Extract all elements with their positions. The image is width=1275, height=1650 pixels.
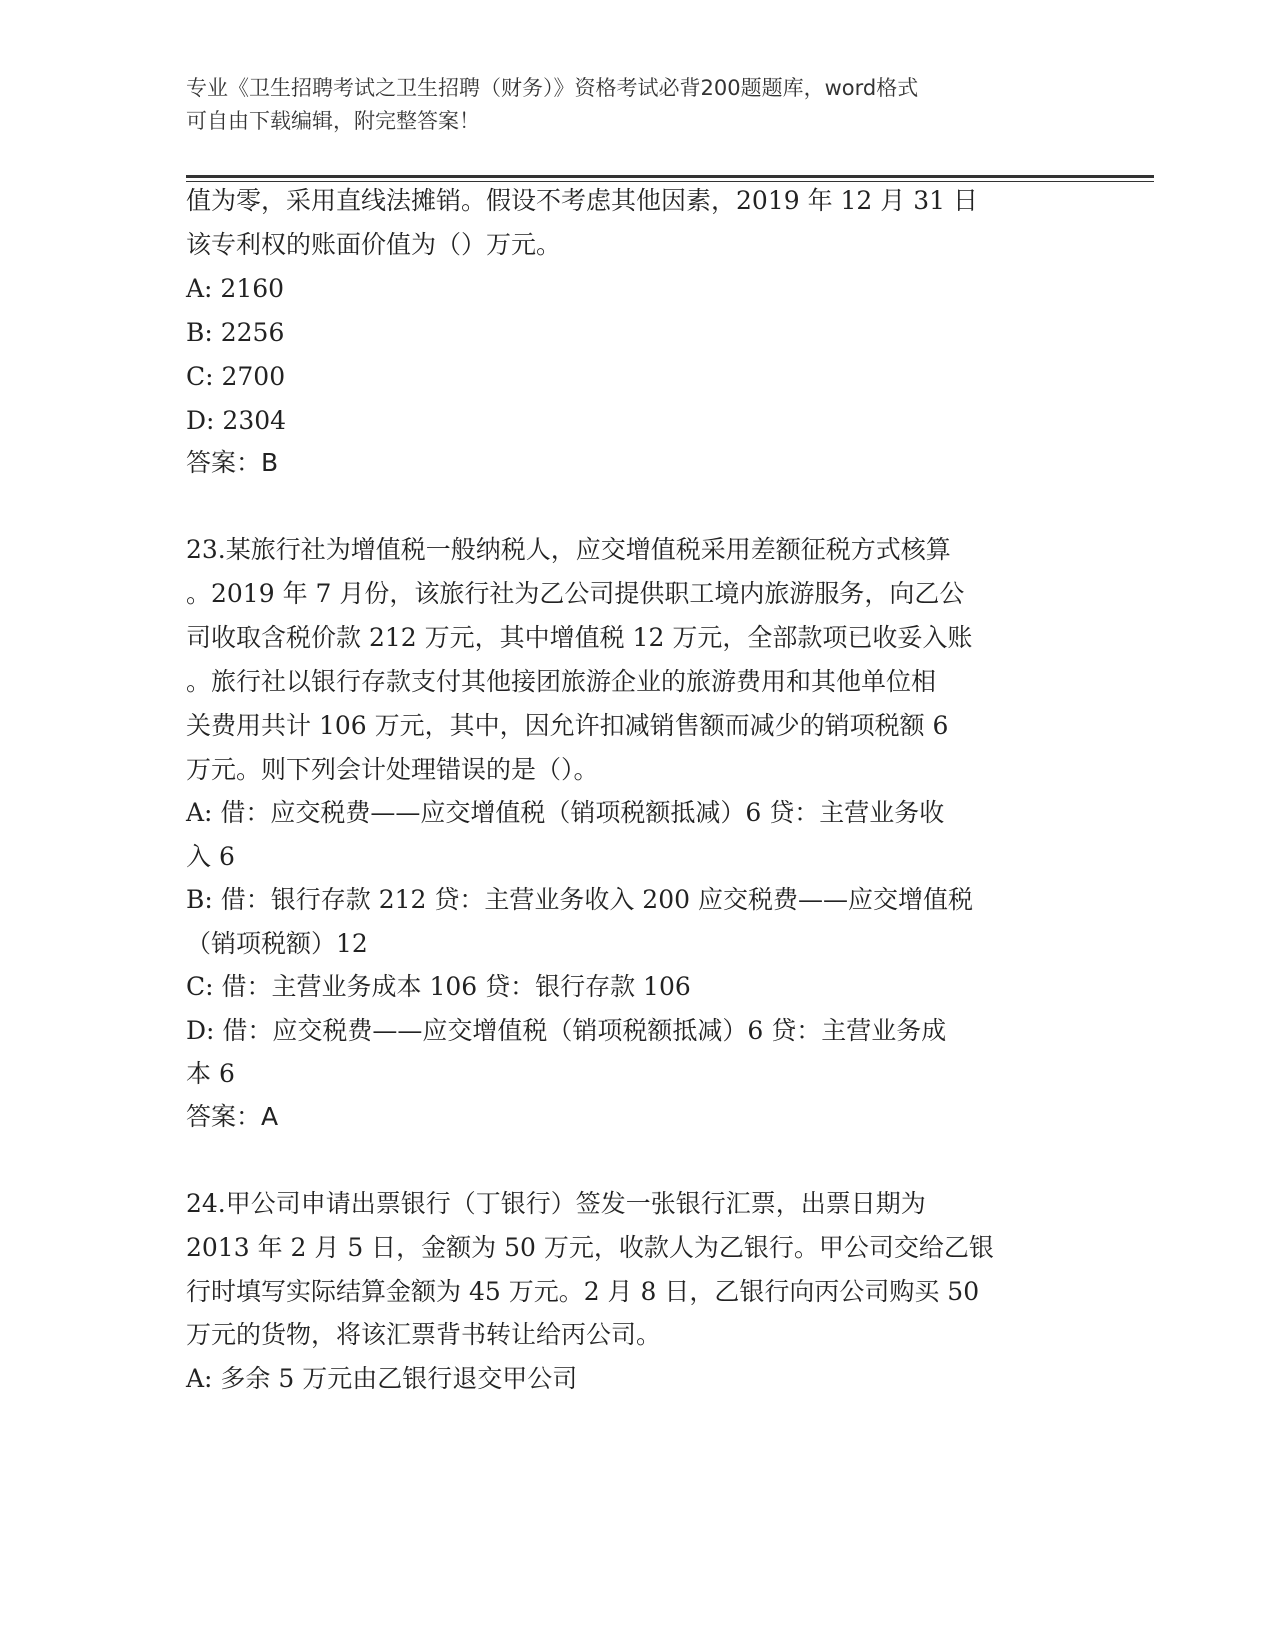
option-d: D: 2304: [186, 406, 287, 435]
option-d: D: 借：应交税费——应交增值税（销项税额抵减）6 贷：主营业务成: [186, 1016, 947, 1045]
question-stem-line: 24.甲公司申请出票银行（丁银行）签发一张银行汇票，出票日期为: [186, 1189, 926, 1218]
question-stem-line: 2013 年 2 月 5 日，金额为 50 万元，收款人为乙银行。甲公司交给乙银: [186, 1233, 994, 1262]
option-a-continued: 入 6: [186, 842, 235, 871]
option-a: A: 多余 5 万元由乙银行退交甲公司: [186, 1364, 578, 1393]
answer-label: 答案：A: [186, 1102, 279, 1131]
question-stem-line: 。旅行社以银行存款支付其他接团旅游企业的旅游费用和其他单位相: [186, 667, 937, 696]
option-c: C: 借：主营业务成本 106 贷：银行存款 106: [186, 972, 691, 1001]
header-title-line2: 可自由下载编辑，附完整答案！: [186, 109, 480, 133]
header-title-line1: 专业《卫生招聘考试之卫生招聘（财务）》资格考试必背200题题库，word格式: [186, 76, 919, 100]
question-stem-line: 行时填写实际结算金额为 45 万元。2 月 8 日，乙银行向丙公司购买 50: [186, 1277, 980, 1306]
option-a: A: 2160: [186, 274, 285, 303]
option-d-continued: 本 6: [186, 1059, 235, 1088]
option-c: C: 2700: [186, 362, 286, 391]
option-b: B: 2256: [186, 318, 285, 347]
document-header: [186, 72, 1086, 138]
question-stem-line: 万元的货物，将该汇票背书转让给丙公司。: [186, 1320, 662, 1349]
header-rule-thick: [186, 175, 1154, 178]
option-a: A: 借：应交税费——应交增值税（销项税额抵减）6 贷：主营业务收: [186, 798, 945, 827]
answer-label: 答案：B: [186, 448, 279, 477]
question-stem-line: 万元。则下列会计处理错误的是（）。: [186, 755, 599, 784]
question-stem-line: 司收取含税价款 212 万元，其中增值税 12 万元，全部款项已收妥入账: [186, 623, 973, 652]
question-stem-line: 23.某旅行社为增值税一般纳税人，应交增值税采用差额征税方式核算: [186, 535, 951, 564]
question-stem-line: 该专利权的账面价值为（）万元。: [186, 230, 562, 259]
question-stem-line: 关费用共计 106 万元，其中，因允许扣减销售额而减少的销项税额 6: [186, 711, 949, 740]
question-stem-line: 。2019 年 7 月份，该旅行社为乙公司提供职工境内旅游服务，向乙公: [186, 579, 965, 608]
option-b: B: 借：银行存款 212 贷：主营业务收入 200 应交税费——应交增值税: [186, 885, 973, 914]
option-b-continued: （销项税额）12: [186, 929, 368, 958]
header-rule-thin: [186, 181, 1154, 182]
question-stem-line: 值为零，采用直线法摊销。假设不考虑其他因素，2019 年 12 月 31 日: [186, 186, 978, 215]
